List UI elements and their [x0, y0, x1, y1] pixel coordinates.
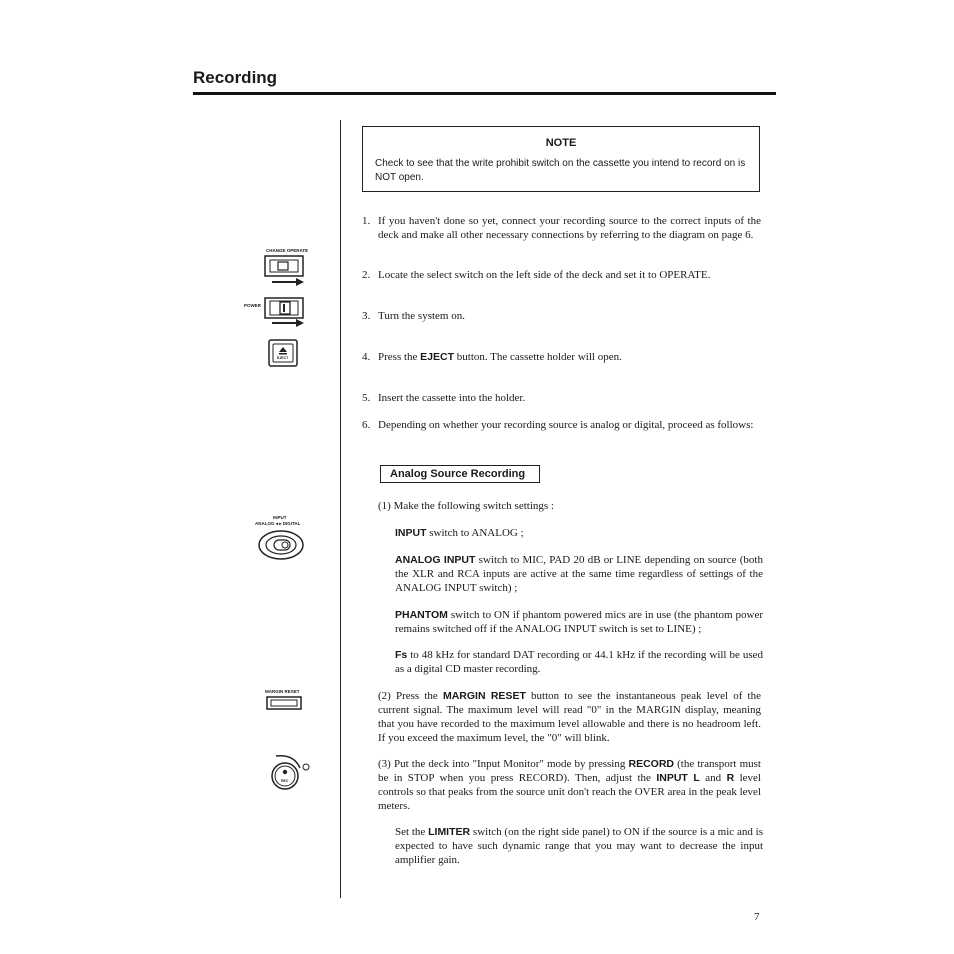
step-number: 4.: [362, 351, 371, 363]
setting-analog-input: ANALOG INPUT switch to MIC, PAD 20 dB or LINE depending on source (both the XLR and RCA inputs are active at the same time regardless of settings of the ANALOG INPUT switch) ;: [395, 554, 763, 594]
instruction-1: (1) Make the following switch settings :: [378, 500, 554, 512]
step-5: [362, 391, 761, 405]
setting-input: INPUT switch to ANALOG ;: [395, 527, 524, 539]
column-divider: [340, 120, 341, 898]
step-number: 6.: [362, 419, 371, 431]
analog-source-heading: Analog Source Recording: [380, 465, 540, 483]
step-6: [362, 418, 761, 432]
limiter-instruction: Set the LIMITER switch (on the right side panel) to ON if the source is a mic and is expected to have such dynamic range that you may want to decrease the input amplifier gain.: [395, 826, 763, 866]
step-1: [362, 214, 761, 242]
step-3: [362, 309, 761, 323]
power-label: POWER: [244, 303, 262, 308]
input-selector-icon: [256, 528, 306, 562]
analog-digital-label: ANALOG ◂ ▸ DIGITAL: [255, 521, 301, 526]
step-number: 1.: [362, 215, 371, 227]
setting-fs: Fs to 48 kHz for standard DAT recording or 44.1 kHz if the recording will be used as a digital CD master recording.: [395, 649, 763, 675]
step-text: Turn the system on.: [378, 310, 465, 322]
input-label: INPUT: [273, 515, 287, 520]
record-button-icon: [266, 752, 312, 792]
step-text: Insert the cassette into the holder.: [378, 392, 526, 404]
note-body: Check to see that the write prohibit switch on the cassette you intend to record on is NOT open.: [375, 158, 746, 183]
note-title: NOTE: [545, 137, 577, 149]
step-text: Depending on whether your recording source is analog or digital, proceed as follows:: [378, 419, 754, 431]
power-switch-icon: [262, 296, 308, 328]
step-number: 2.: [362, 269, 371, 281]
margin-reset-label: MARGIN RESET: [265, 689, 300, 694]
step-number: 3.: [362, 310, 371, 322]
instruction-3: (3) Put the deck into "Input Monitor" mode by pressing RECORD (the transport must be in STOP when you press RECORD). Then, adjust the INPUT L and R level controls so that peaks from the source unit don't reach the OVER area in the peak level meters.: [378, 758, 761, 812]
step-text: Locate the select switch on the left side of the deck and set it to OPERATE.: [378, 269, 711, 281]
step-2: [362, 268, 761, 282]
step-text: Press the EJECT button. The cassette holder will open.: [378, 351, 622, 363]
setting-phantom: PHANTOM switch to ON if phantom powered mics are in use (the phantom power remains switched off if the ANALOG INPUT switch is set to LINE) ;: [395, 609, 763, 635]
select-switch-icon: [262, 254, 308, 288]
rec-label: REC: [281, 779, 289, 783]
note-box: [362, 126, 760, 192]
step-4: [362, 350, 761, 364]
instruction-2: (2) Press the MARGIN RESET button to see the instantaneous peak level of the current signal. The maximum level will read "0" in the MARGIN display, meaning that you have recorded to the maximum level allowable and there is no headroom left. If you exceed the maximum level, the "0" will blink.: [378, 690, 761, 744]
eject-label: EJECT: [277, 356, 289, 360]
title-rule: [193, 92, 776, 95]
change-operate-label: CHANGE OPERATE: [266, 248, 309, 253]
step-number: 5.: [362, 392, 371, 404]
step-text: If you haven't done so yet, connect your recording source to the correct inputs of the deck and make all other necessary connections by referring to the diagram on page 6.: [378, 215, 761, 241]
eject-button-icon: [267, 338, 301, 368]
page-title: Recording: [193, 68, 278, 87]
margin-reset-button-icon: [265, 695, 303, 711]
page-number: 7: [754, 911, 760, 923]
